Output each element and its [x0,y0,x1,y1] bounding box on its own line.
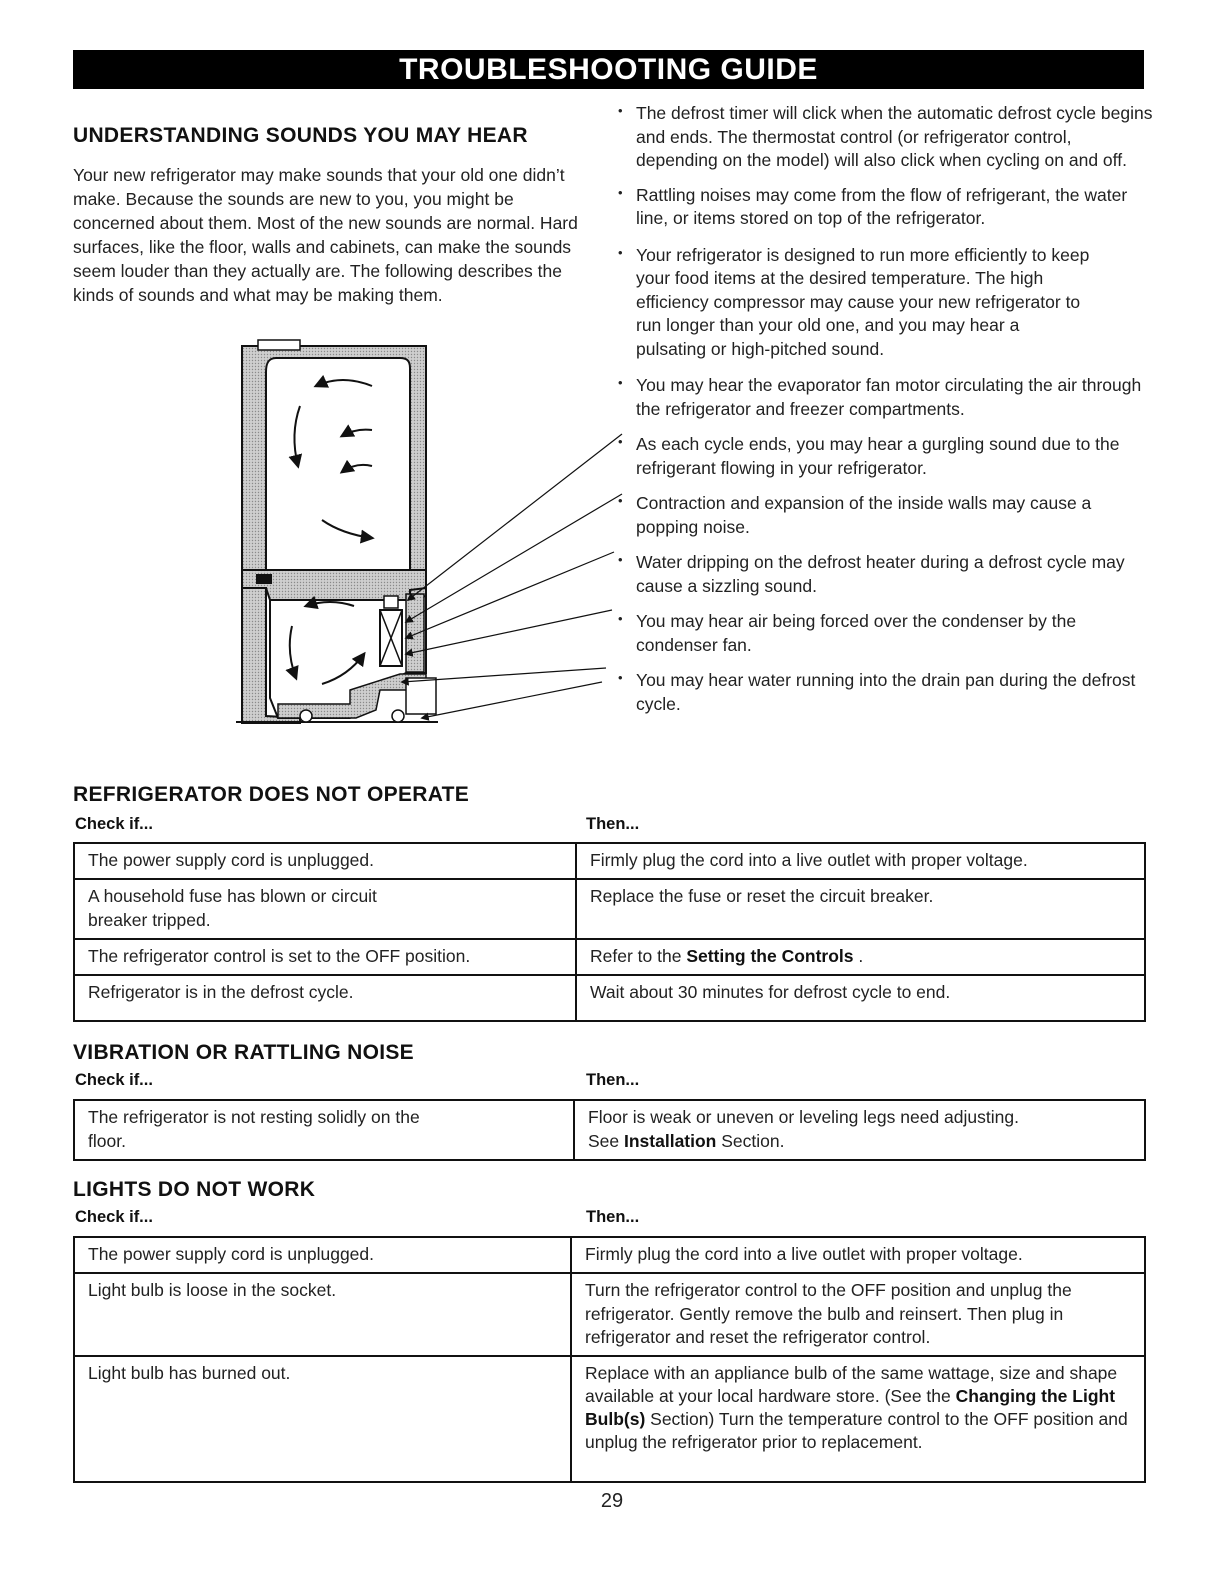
lights-heading: LIGHTS DO NOT WORK [73,1178,316,1201]
check-cell: A household fuse has blown or circuit breaker tripped. [74,879,576,939]
sound-item-drain-pan: • You may hear water running into the drain pan during the defrost cycle. [618,669,1158,716]
compressor-housing [278,674,426,718]
drain-pan [406,678,436,714]
sounds-heading: UNDERSTANDING SOUNDS YOU MAY HEAR [73,124,528,147]
then-cell [576,939,1145,975]
then-cell [571,1356,1145,1482]
sounds-list [618,102,1158,716]
refrigerator-diagram [230,338,630,724]
sound-item-condenser-fan: • You may hear air being forced over the condenser by the condenser fan. [618,610,1158,657]
light-bulb-ref: Changing the Light Bulb(s) [585,1386,1116,1429]
roller-front [300,710,312,722]
check-cell: The refrigerator is not resting solidly on the floor. [74,1100,574,1160]
then-cell: Wait about 30 minutes for defrost cycle to end. [576,975,1145,1021]
divider-hinge [256,574,272,584]
then-cell: Turn the refrigerator control to the OFF position and unplug the refrigerator. Gently remove the bulb and reinsert. Then plug in refrigerator and reset the refrigerator control. [571,1273,1145,1356]
table-row [74,1100,1145,1160]
sound-item-compressor: • Your refrigerator is designed to run more efficiently to keep your food items at the desired temperature. The high efficiency compressor may cause your new refrigerator to run longer than your old one, and you may hear a pulsating or high-pitched sound. [618,244,1091,362]
sound-item-rattling: • Rattling noises may come from the flow of refrigerant, the water line, or items stored on top of the refrigerator. [618,184,1158,231]
sounds-intro: Your new refrigerator may make sounds that your old one didn’t make. Because the sounds are new to you, you might be concerned about them. Most of the new sounds are normal. Hard surfaces, like the floor, walls and cabinets, can make the sounds seem louder than they actually are. The following describes the kinds of sounds and what may be making them. [73,165,578,305]
not-operate-table [73,842,1146,1022]
then-cell: Firmly plug the cord into a live outlet with proper voltage. [576,843,1145,879]
check-cell: Light bulb is loose in the socket. [74,1273,571,1356]
vibration-check-label: Check if... [75,1071,153,1089]
then-cell: Firmly plug the cord into a live outlet with proper voltage. [571,1237,1145,1273]
check-cell: Refrigerator is in the defrost cycle. [74,975,576,1021]
airflow-arrow [322,520,372,538]
table-row [74,843,1145,879]
sound-item-sizzling: • Water dripping on the defrost heater during a defrost cycle may cause a sizzling sound. [618,551,1126,598]
sound-item-evaporator-fan: • You may hear the evaporator fan motor circulating the air through the refrigerator and freezer compartments. [618,374,1158,421]
table-row [74,1356,1145,1482]
then-cell: Replace the fuse or reset the circuit breaker. [576,879,1145,939]
sound-item-gurgling: • As each cycle ends, you may hear a gurgling sound due to the refrigerant flowing in your refrigerator. [618,433,1158,480]
table-row [74,975,1145,1021]
not-operate-heading: REFRIGERATOR DOES NOT OPERATE [73,783,470,806]
not-operate-check-label: Check if... [75,815,153,833]
then-text: Section. [716,1130,785,1151]
vibration-then-label: Then... [586,1071,640,1089]
check-cell: The refrigerator control is set to the OFF position. [74,939,576,975]
then-cell [574,1100,1145,1160]
check-cell: The power supply cord is unplugged. [74,843,576,879]
airflow-arrow [342,430,372,436]
lights-check-label: Check if... [75,1208,153,1226]
table-row [74,939,1145,975]
roller-rear [392,710,404,722]
callout-leaders [402,434,622,718]
check-cell: Light bulb has burned out. [74,1356,571,1482]
then-text: Floor is weak or uneven or leveling legs need adjusting. [588,1107,1019,1127]
setting-controls-ref: Setting the Controls [686,946,854,966]
airflow-arrow [306,602,354,606]
then-text: Refer to the [590,946,687,966]
then-text: See [588,1130,624,1151]
not-operate-then-label: Then... [586,815,640,833]
vibration-heading: VIBRATION OR RATTLING NOISE [73,1041,414,1064]
sound-item-popping: • Contraction and expansion of the inside walls may cause a popping noise. [618,492,1158,539]
fan-motor [384,596,398,608]
check-cell: The power supply cord is unplugged. [74,1237,571,1273]
lights-then-label: Then... [586,1208,640,1226]
airflow-arrow [342,465,372,472]
table-row [74,1237,1145,1273]
airflow-arrow [316,380,372,386]
vibration-table [73,1099,1146,1161]
installation-ref: Installation [624,1130,717,1151]
lights-table [73,1236,1146,1483]
then-text: . [853,946,864,966]
door-hinge [258,340,300,350]
page-title-banner: TROUBLESHOOTING GUIDE [73,50,1144,89]
page-number: 29 [600,1490,624,1512]
then-text: Section) Turn the temperature control to the OFF position and unplug the refrigerator prior to replacement. [585,1409,1128,1452]
then-text: Replace with an appliance bulb of the same wattage, size and shape available at your local hardware store. (See the [585,1363,1118,1406]
airflow-arrow [290,626,296,678]
sound-item-defrost-timer: • The defrost timer will click when the automatic defrost cycle begins and ends. The thermostat control (or refrigerator control, depending on the model) will also click when cycling on and off. [618,102,1158,173]
freezer-back-wall [406,594,424,672]
airflow-arrow [322,654,364,684]
table-row [74,879,1145,939]
table-row [74,1273,1145,1356]
airflow-arrow [294,406,300,466]
